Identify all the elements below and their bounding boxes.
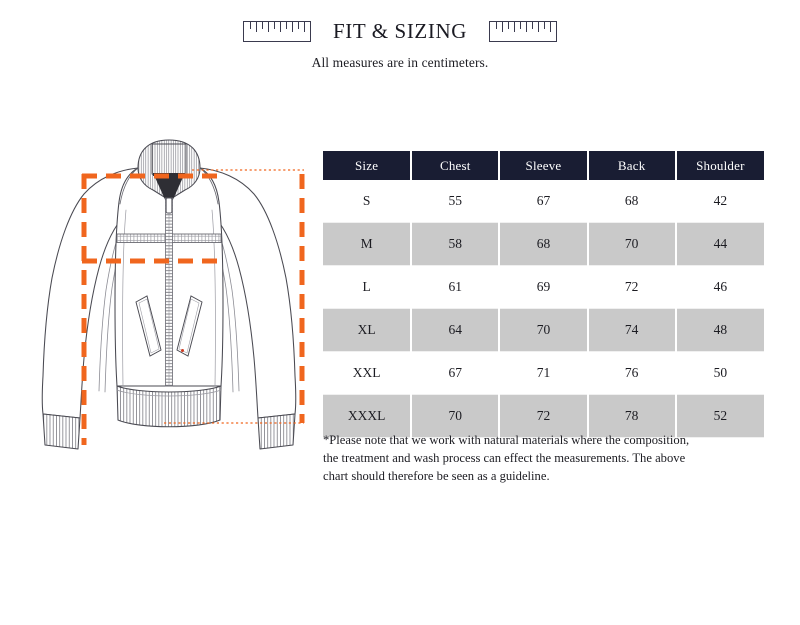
ruler-tick xyxy=(550,22,551,32)
ruler-tick xyxy=(274,22,275,29)
ruler-tick xyxy=(250,22,251,29)
cell-size: M xyxy=(323,223,411,266)
cell-chest: 61 xyxy=(411,266,499,309)
ruler-tick xyxy=(304,22,305,32)
center-front-zipper xyxy=(166,198,173,386)
column-header-shoulder: Shoulder xyxy=(676,151,764,180)
title-row xyxy=(0,14,800,48)
cell-size: L xyxy=(323,266,411,309)
disclaimer-note: *Please note that we work with natural materials where the composition, the treatment and wash process can effect the measurements. The above chart should therefore be seen as a guideline. xyxy=(323,433,690,483)
table-row xyxy=(323,180,764,223)
cell-back: 70 xyxy=(588,223,676,266)
ruler-tick xyxy=(268,22,269,32)
ruler-tick xyxy=(526,22,527,32)
cell-back: 72 xyxy=(588,266,676,309)
table-row xyxy=(323,223,764,266)
column-header-size: Size xyxy=(323,151,411,180)
cell-back: 68 xyxy=(588,180,676,223)
ruler-tick xyxy=(514,22,515,32)
cell-size: S xyxy=(323,180,411,223)
ruler-tick xyxy=(544,22,545,29)
ruler-tick xyxy=(532,22,533,29)
cell-size: XL xyxy=(323,309,411,352)
subtitle: All measures are in centimeters. xyxy=(311,55,489,70)
cell-shoulder: 46 xyxy=(676,266,764,309)
table-header xyxy=(323,151,764,180)
ruler-tick xyxy=(502,22,503,32)
cell-sleeve: 69 xyxy=(499,266,587,309)
ruler-tick xyxy=(292,22,293,32)
ruler-tick xyxy=(262,22,263,29)
table-header-row xyxy=(323,151,764,180)
cell-size: XXL xyxy=(323,352,411,395)
cell-shoulder: 50 xyxy=(676,352,764,395)
ruler-tick xyxy=(298,22,299,29)
cell-shoulder: 44 xyxy=(676,223,764,266)
table-row xyxy=(323,309,764,352)
column-header-sleeve: Sleeve xyxy=(499,151,587,180)
cell-back: 74 xyxy=(588,309,676,352)
ruler-icon xyxy=(489,21,557,42)
size-chart-table xyxy=(323,151,764,438)
cell-sleeve: 67 xyxy=(499,180,587,223)
cell-shoulder: 48 xyxy=(676,309,764,352)
bomber-jacket-technical-drawing xyxy=(14,118,320,458)
cell-shoulder: 42 xyxy=(676,180,764,223)
table-row xyxy=(323,352,764,395)
page-header xyxy=(0,14,800,71)
ruler-tick xyxy=(496,22,497,29)
cell-sleeve: 70 xyxy=(499,309,587,352)
ruler-icon xyxy=(243,21,311,42)
cell-chest: 70 xyxy=(411,395,499,438)
size-chart-container xyxy=(323,151,764,438)
ribbed-hem xyxy=(117,386,221,427)
cell-sleeve: 68 xyxy=(499,223,587,266)
ruler-tick xyxy=(286,22,287,29)
table-row xyxy=(323,266,764,309)
cell-size: XXXL xyxy=(323,395,411,438)
cell-sleeve: 72 xyxy=(499,395,587,438)
cell-chest: 58 xyxy=(411,223,499,266)
cell-chest: 67 xyxy=(411,352,499,395)
ruler-tick xyxy=(508,22,509,29)
ruler-tick xyxy=(280,22,281,32)
cell-chest: 55 xyxy=(411,180,499,223)
column-header-back: Back xyxy=(588,151,676,180)
ruler-tick xyxy=(520,22,521,29)
column-header-chest: Chest xyxy=(411,151,499,180)
cell-shoulder: 52 xyxy=(676,395,764,438)
cell-sleeve: 71 xyxy=(499,352,587,395)
ruler-tick xyxy=(256,22,257,32)
jacket-illustration xyxy=(14,118,320,458)
cell-back: 76 xyxy=(588,352,676,395)
cell-back: 78 xyxy=(588,395,676,438)
cell-chest: 64 xyxy=(411,309,499,352)
table-body xyxy=(323,180,764,438)
ruler-tick xyxy=(538,22,539,32)
page-title: FIT & SIZING xyxy=(333,18,467,43)
